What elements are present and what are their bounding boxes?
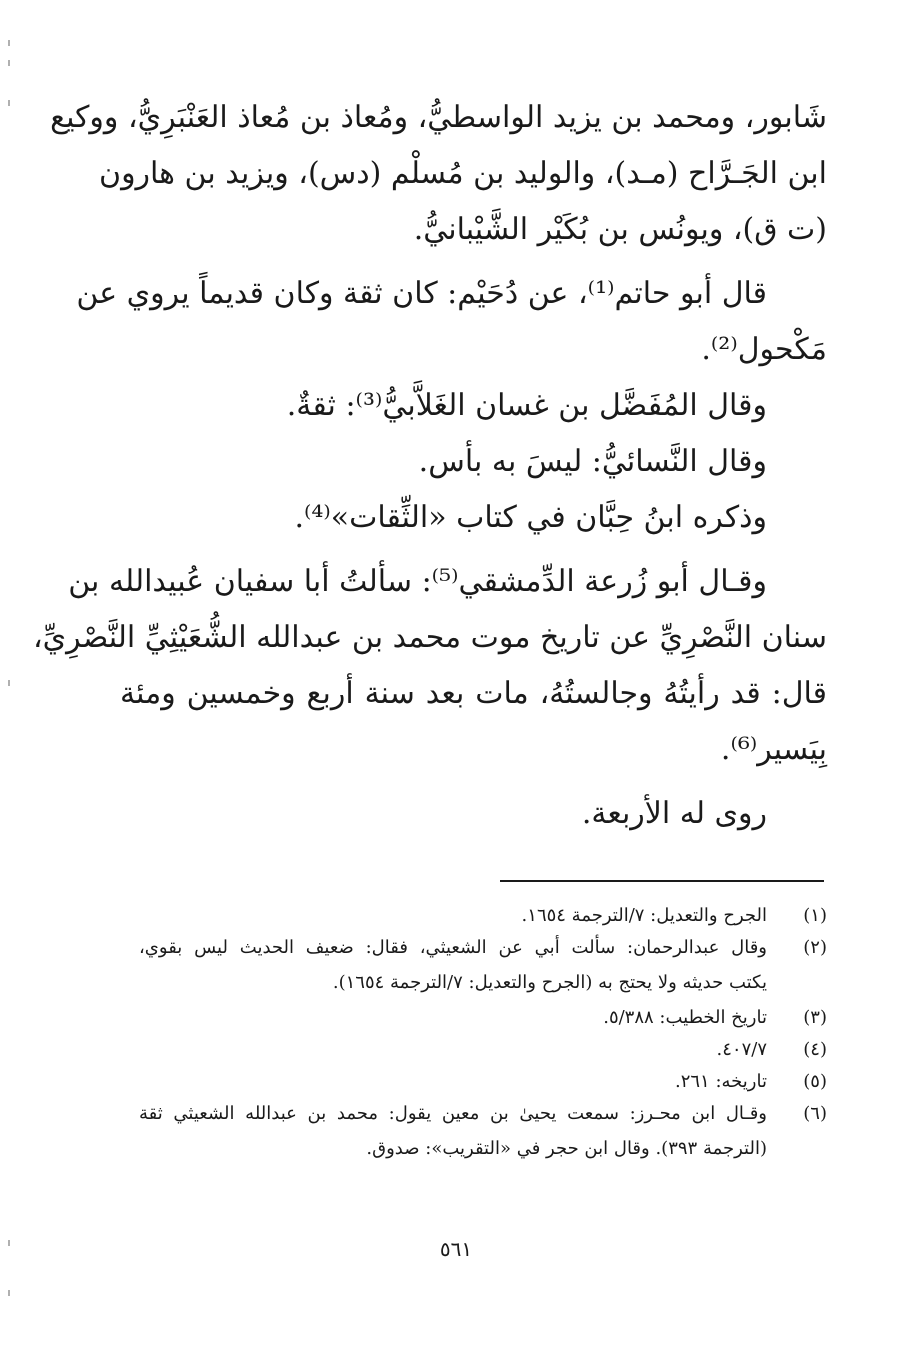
footnote (120, 1098, 827, 1130)
footnote (120, 1066, 827, 1098)
footnotes (120, 900, 827, 1168)
body-line: شَابور، ومحمد بن يزيد الواسطيُّ، ومُعاذ بن مُعاذ العَنْبَرِيُّ، ووكيع (50, 100, 827, 135)
body-line: (ت ق)، ويونُس بن بُكَيْر الشَّيْبانيُّ. (413, 212, 827, 247)
body-line: وقـال أبو زُرعة الدِّمشقي⁽⁵⁾: سألتُ أبا سفيان عُبيدالله بن (68, 564, 767, 599)
footnote-number: (٢) (803, 937, 827, 958)
footnote-continuation: (الترجمة ٣٩٣). وقال ابن حجر في «التقريب»: صدوق. (366, 1138, 767, 1159)
footnote-number: (٤) (803, 1039, 827, 1060)
footnote-number: (٣) (803, 1007, 827, 1028)
footnote-text: ٤٠٧/٧. (716, 1039, 767, 1060)
main-text-body (33, 90, 827, 842)
footnote (120, 900, 827, 932)
footnote-number: (٥) (803, 1071, 827, 1092)
body-line: بِيَسير⁽⁶⁾. (720, 732, 827, 767)
body-line: ابن الجَـرَّاح (مـد)، والوليد بن مُسلْم (دس)، ويزيد بن هارون (99, 156, 827, 191)
body-line: وقال النَّسائيُّ: ليسَ به بأس. (418, 444, 767, 479)
body-line: وذكره ابنُ حِبَّان في كتاب «الثِّقات»⁽⁴⁾. (294, 500, 767, 535)
scan-margin-marks (8, 40, 14, 1300)
body-line: سنان النَّصْرِيِّ عن تاريخ موت محمد بن عبدالله الشُّعَيْثِيِّ النَّصْرِيِّ، (33, 620, 827, 655)
body-line: قال: قد رأيتُهُ وجالستُهُ، مات بعد سنة أربع وخمسين ومئة (120, 676, 827, 711)
body-line: روى له الأربعة. (581, 796, 767, 831)
body-line: قال أبو حاتم⁽¹⁾، عن دُحَيْم: كان ثقة وكان قديماً يروي عن (76, 276, 767, 311)
footnote-text: تاريخ الخطيب: ٥/٣٨٨. (603, 1007, 767, 1028)
footnote-text: وقال عبدالرحمان: سألت أبي عن الشعيثي، فقال: ضعيف الحديث ليس بقوي، (139, 937, 767, 958)
footnote-text: الجرح والتعديل: ٧/الترجمة ١٦٥٤. (521, 905, 767, 926)
page-number: ٥٦١ (439, 1237, 473, 1261)
footnote-continuation: يكتب حديثه ولا يحتج به (الجرح والتعديل: ٧/الترجمة ١٦٥٤). (332, 972, 767, 993)
footnote-divider (500, 880, 824, 882)
footnote-number: (٦) (803, 1103, 827, 1124)
footnote-text: تاريخه: ٢٦١. (674, 1071, 767, 1092)
footnote-number: (١) (803, 905, 827, 926)
footnote-text: وقـال ابن محـرز: سمعت يحيىٰ بن معين يقول: محمد بن عبدالله الشعيثي ثقة (139, 1103, 767, 1124)
body-line: وقال المُفَضَّل بن غسان الغَلاَّبيُّ⁽³⁾: ثقةٌ. (286, 388, 767, 423)
body-line: مَكْحول⁽²⁾. (701, 332, 827, 367)
footnote (120, 1034, 827, 1066)
footnote (120, 1002, 827, 1034)
footnote (120, 932, 827, 964)
